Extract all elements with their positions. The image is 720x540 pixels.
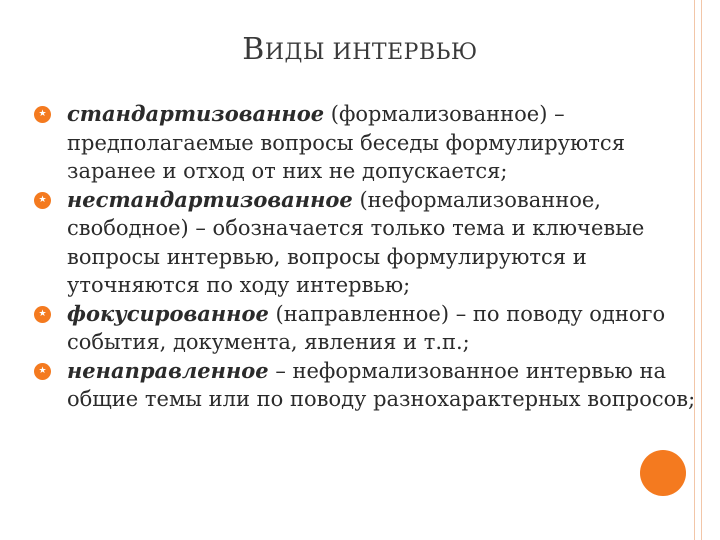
bullet-term: стандартизованное [67, 101, 325, 126]
bullet-item-undirected [34, 357, 704, 414]
title-first-letter: В [242, 32, 265, 67]
star-icon: ★ [34, 363, 51, 380]
bullet-text: (направленное) – по поводу одного события, документа, явления и т.п.; [67, 301, 666, 354]
title-rest: ИДЫ ИНТЕРВЬЮ [264, 40, 478, 65]
bullet-term: фокусированное [67, 300, 269, 326]
star-icon: ★ [34, 306, 51, 323]
bullet-text: (формализованное) – предполагаемые вопросы беседы формулируются заранее и отход от них не допускается; [67, 102, 625, 183]
decorative-orange-circle [640, 450, 686, 496]
bullet-term: ненаправленное [67, 357, 269, 383]
bullet-term: нестандартизованное [67, 186, 353, 212]
slide-title [0, 32, 720, 67]
bullet-text: – неформализованное интервью на общие темы или по поводу разнохарактерных вопросов; [67, 358, 696, 411]
bullet-item-focused [34, 300, 704, 357]
bullet-text: (неформализованное, свободное) – обозначается только тема и ключевые вопросы интервью, вопросы формулируются и уточняются по ходу интервью; [67, 187, 645, 297]
star-icon: ★ [34, 192, 51, 209]
bullet-list [34, 100, 704, 414]
bullet-item-nonstandardized [34, 186, 704, 300]
star-icon: ★ [34, 106, 51, 123]
bullet-item-standardized [34, 100, 704, 186]
